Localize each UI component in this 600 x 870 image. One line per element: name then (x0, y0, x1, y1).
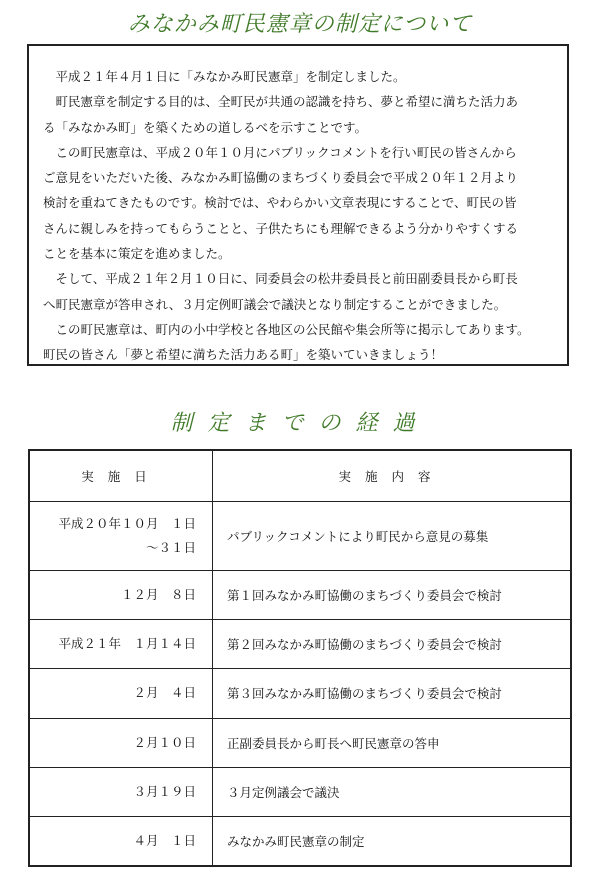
row-date: ３月１９日 (29, 767, 213, 816)
header-content: 実施内容 (213, 450, 572, 502)
page-title: みなかみ町民憲章の制定について (127, 12, 473, 37)
row-content: パブリックコメントにより町民から意見の募集 (213, 502, 572, 570)
row-date: ２月 ４日 (29, 669, 213, 718)
timeline-title: 制定までの経過 (170, 411, 430, 436)
table-row (29, 502, 571, 570)
intro-paragraph-3: この町民憲章は、平成２０年１０月にパブリックコメントを行い町民の皆さんから ご意見をいただいた後、みなかみ町協働のまちづくり委員会で平成２０年１２月より 検討を重ねてきたものです。検討では、やわらかい文章表現にすることで、町民の皆 さんに親しみを持ってもらうことと、子供たちにも理解できるよう分かりやすくする ことを基本に策定を進めました。 (43, 144, 519, 262)
row-content: 第１回みなかみ町協働のまちづくり委員会で検討 (213, 570, 572, 619)
row-date: 平成２１年 １月１４日 (29, 619, 213, 668)
intro-paragraph-2: 町民憲章を制定する目的は、全町民が共通の認識を持ち、夢と希望に満ちた活力あ る「みなかみ町」を築くための道しるべを示すことです。 (43, 94, 519, 135)
table-header-row (29, 450, 571, 502)
header-date: 実施日 (29, 450, 213, 502)
intro-paragraph-1: 平成２１年４月１日に「みなかみ町民憲章」を制定しました。 (55, 69, 406, 84)
row-content: みなかみ町民憲章の制定 (213, 817, 572, 866)
row-content: ３月定例議会で議決 (213, 767, 572, 816)
timeline-table (28, 449, 572, 867)
row-date: 平成２０年１０月 １日 ～３１日 (29, 502, 213, 570)
row-date: １２月 ８日 (29, 570, 213, 619)
table-row (29, 817, 571, 866)
row-content: 正副委員長から町長へ町民憲章の答申 (213, 718, 572, 767)
intro-box (27, 44, 569, 366)
row-content: 第２回みなかみ町協働のまちづくり委員会で検討 (213, 619, 572, 668)
table-row (29, 767, 571, 816)
row-content: 第３回みなかみ町協働のまちづくり委員会で検討 (213, 669, 572, 718)
table-row (29, 619, 571, 668)
row-date: ２月１０日 (29, 718, 213, 767)
table-row (29, 570, 571, 619)
intro-paragraph-5: この町民憲章は、町内の小中学校と各地区の公民館や集会所等に掲示してあります。 町民の皆さん「夢と希望に満ちた活力ある町」を築いていきましょう！ (43, 321, 530, 363)
table-row (29, 669, 571, 718)
table-row (29, 718, 571, 767)
intro-paragraph-4: そして、平成２１年２月１０日に、同委員会の松井委員長と前田副委員長から町長 へ町民憲章が答申され、３月定例町議会で議決となり制定することができました。 (43, 271, 518, 312)
row-date: ４月 １日 (29, 817, 213, 866)
